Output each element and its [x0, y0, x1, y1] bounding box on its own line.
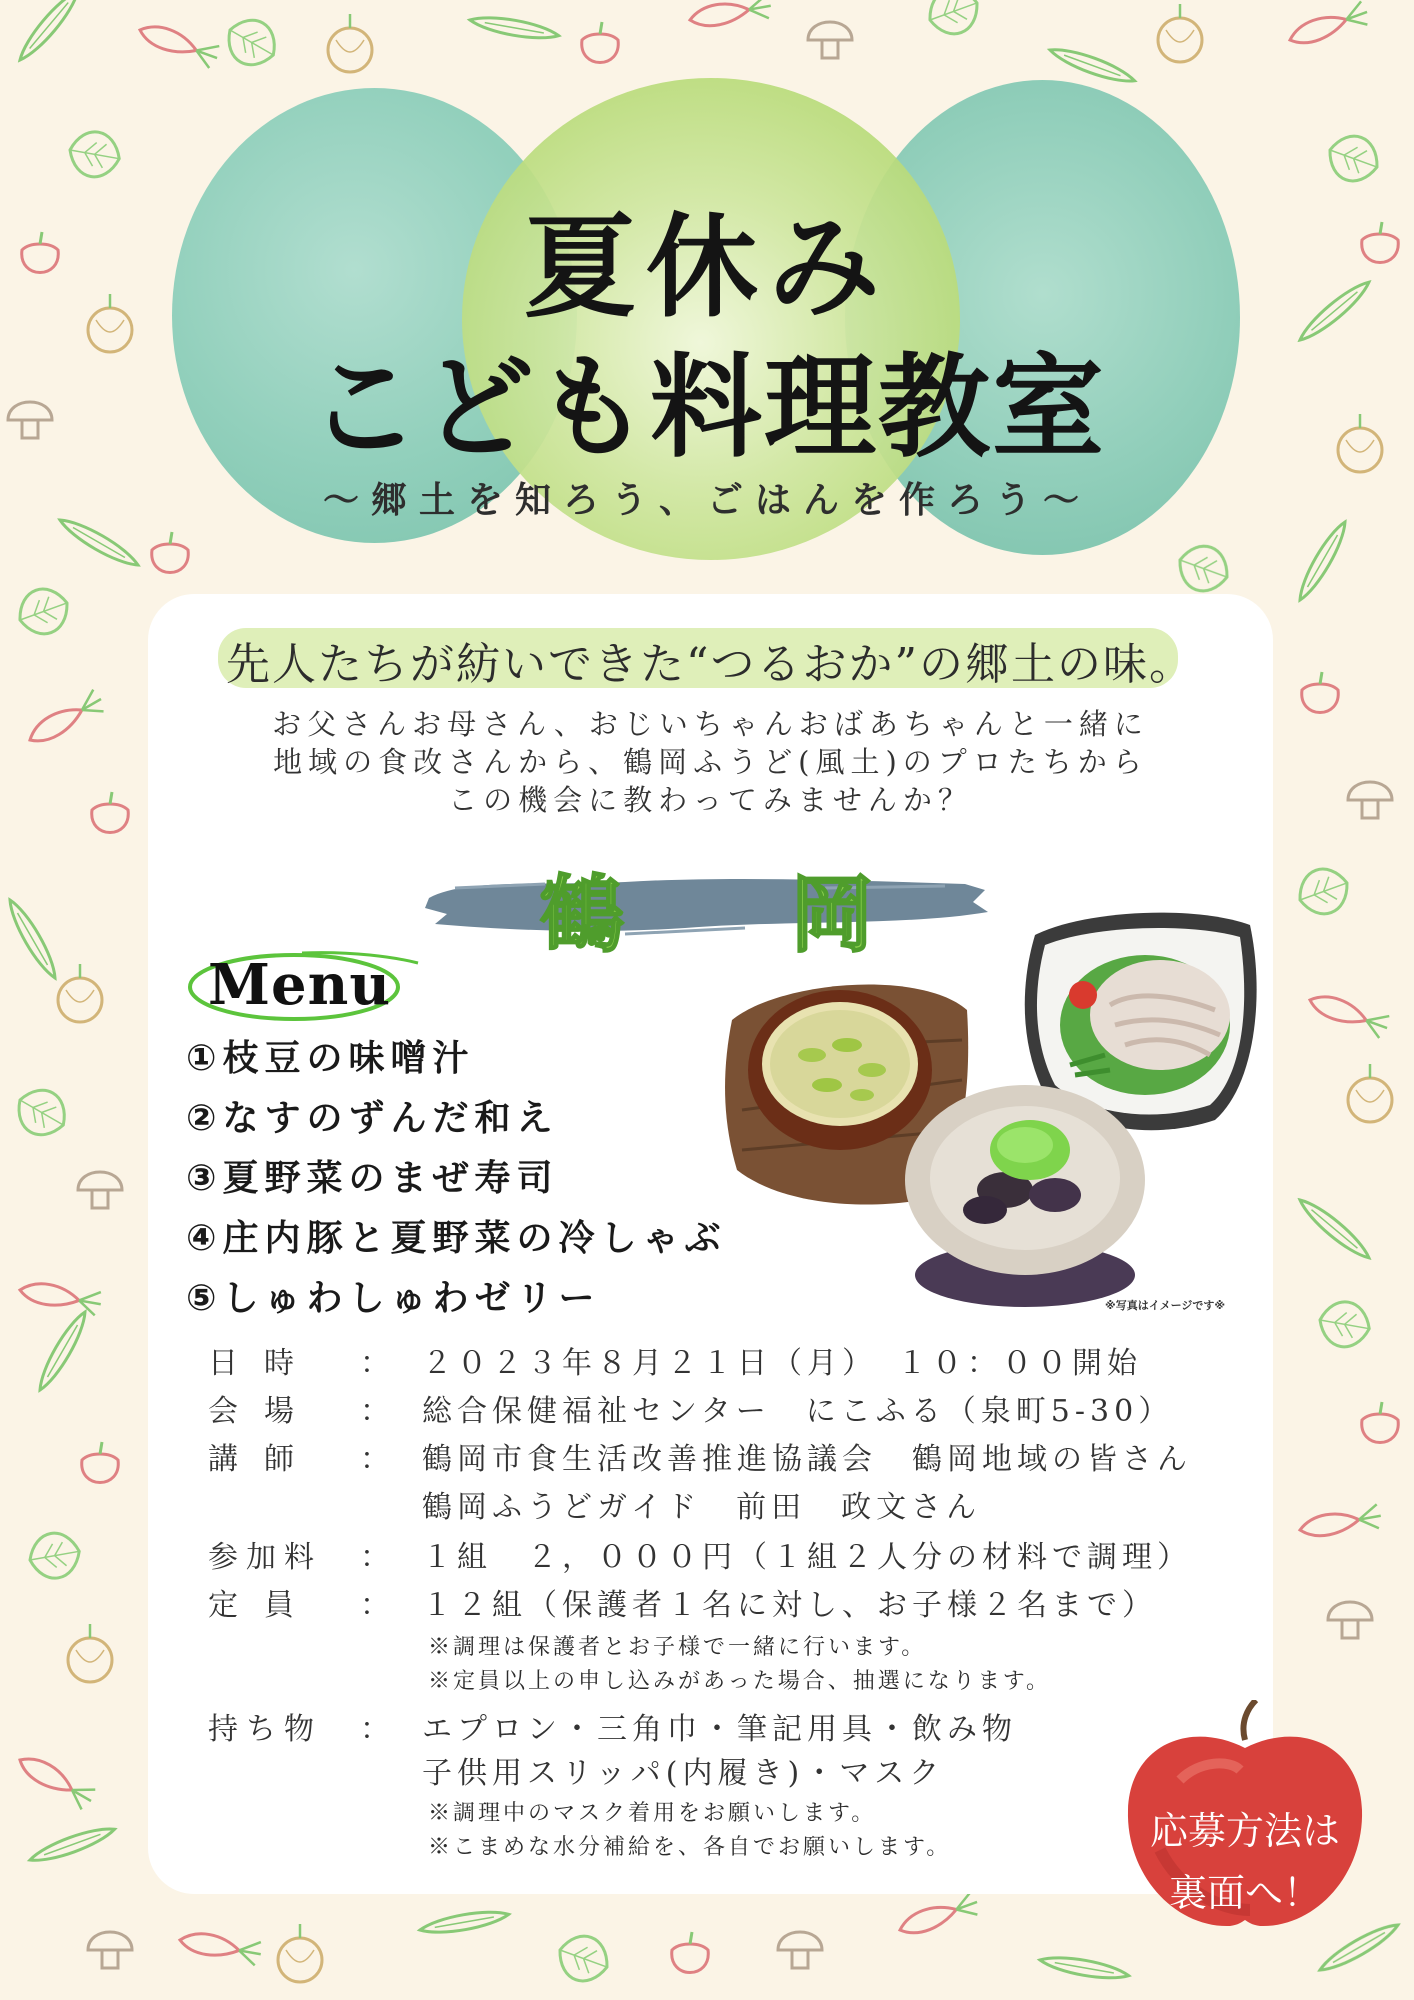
menu-item: ①枝豆の味噌汁 — [186, 1038, 475, 1079]
banner-char: 鶴 — [540, 865, 625, 964]
detail-value-date: ２０２３年８月２１日（月） １０：００開始 — [422, 1346, 1142, 1381]
intro-line: 地域の食改さんから、鶴岡ふうど(風土)のプロたちから — [273, 745, 1148, 779]
detail-colon: ： — [360, 1394, 390, 1429]
detail-colon: ： — [360, 1588, 390, 1623]
apply-note-line1: 応募方法は — [1149, 1809, 1340, 1853]
items-note: ※こまめな水分補給を、各自でお願いします。 — [428, 1835, 952, 1860]
detail-value-items-2: 子供用スリッパ(内履き)・マスク — [422, 1756, 945, 1791]
detail-colon: ： — [360, 1712, 390, 1747]
capacity-note: ※定員以上の申し込みがあった場合、抽選になります。 — [428, 1669, 1052, 1694]
detail-colon: ： — [360, 1346, 390, 1381]
menu-item: ③夏野菜のまぜ寿司 — [186, 1158, 559, 1199]
detail-label-fee: 参加料 — [208, 1540, 322, 1575]
detail-colon: ： — [360, 1442, 390, 1477]
detail-value-instructor-2: 鶴岡ふうどガイド 前田 政文さん — [422, 1490, 982, 1525]
items-note: ※調理中のマスク着用をお願いします。 — [428, 1801, 877, 1826]
intro-line: この機会に教わってみませんか？ — [448, 783, 973, 817]
menu-item: ②なすのずんだ和え — [186, 1098, 559, 1139]
detail-label-items: 持ち物 — [208, 1712, 322, 1747]
detail-value-venue: 総合保健福祉センター にこふる（泉町5-30） — [422, 1394, 1174, 1429]
page-title-line2: こども料理教室 — [308, 343, 1106, 473]
detail-label-venue: 会場 — [208, 1394, 320, 1429]
intro-line: お父さんお母さん、おじいちゃんおばあちゃんと一緒に — [272, 707, 1149, 741]
photo-note: ※写真はイメージです※ — [1105, 1299, 1226, 1312]
page-title-line1: 夏休み — [524, 203, 890, 333]
detail-value-items: エプロン・三角巾・筆記用具・飲み物 — [422, 1712, 1017, 1747]
zunda-eggplant-photo — [895, 1070, 1155, 1315]
brush-stroke-banner — [425, 868, 990, 948]
detail-colon: ： — [360, 1540, 390, 1575]
detail-label-date: 日時 — [208, 1346, 320, 1381]
menu-heading: Menu — [208, 952, 392, 1018]
detail-value-instructor: 鶴岡市食生活改善推進協議会 鶴岡地域の皆さん — [422, 1442, 1192, 1477]
page-subtitle: 〜郷土を知ろう、ごはんを作ろう〜 — [322, 480, 1091, 521]
menu-item: ④庄内豚と夏野菜の冷しゃぶ — [186, 1218, 727, 1259]
banner-char: 岡 — [790, 865, 875, 964]
detail-label-capacity: 定員 — [208, 1588, 320, 1623]
detail-label-instructor: 講師 — [208, 1442, 320, 1477]
menu-item: ⑤しゅわしゅわゼリー — [186, 1278, 601, 1319]
capacity-note: ※調理は保護者とお子様で一緒に行います。 — [428, 1635, 927, 1660]
detail-value-capacity: １２組（保護者１名に対し、お子様２名まで） — [422, 1588, 1157, 1623]
detail-value-fee: １組 ２，０００円（１組２人分の材料で調理） — [422, 1540, 1192, 1575]
apply-note-line2: 裏面へ！ — [1168, 1871, 1321, 1915]
lead-text: 先人たちが紡いできた“つるおか”の郷土の味。 — [226, 639, 1195, 690]
